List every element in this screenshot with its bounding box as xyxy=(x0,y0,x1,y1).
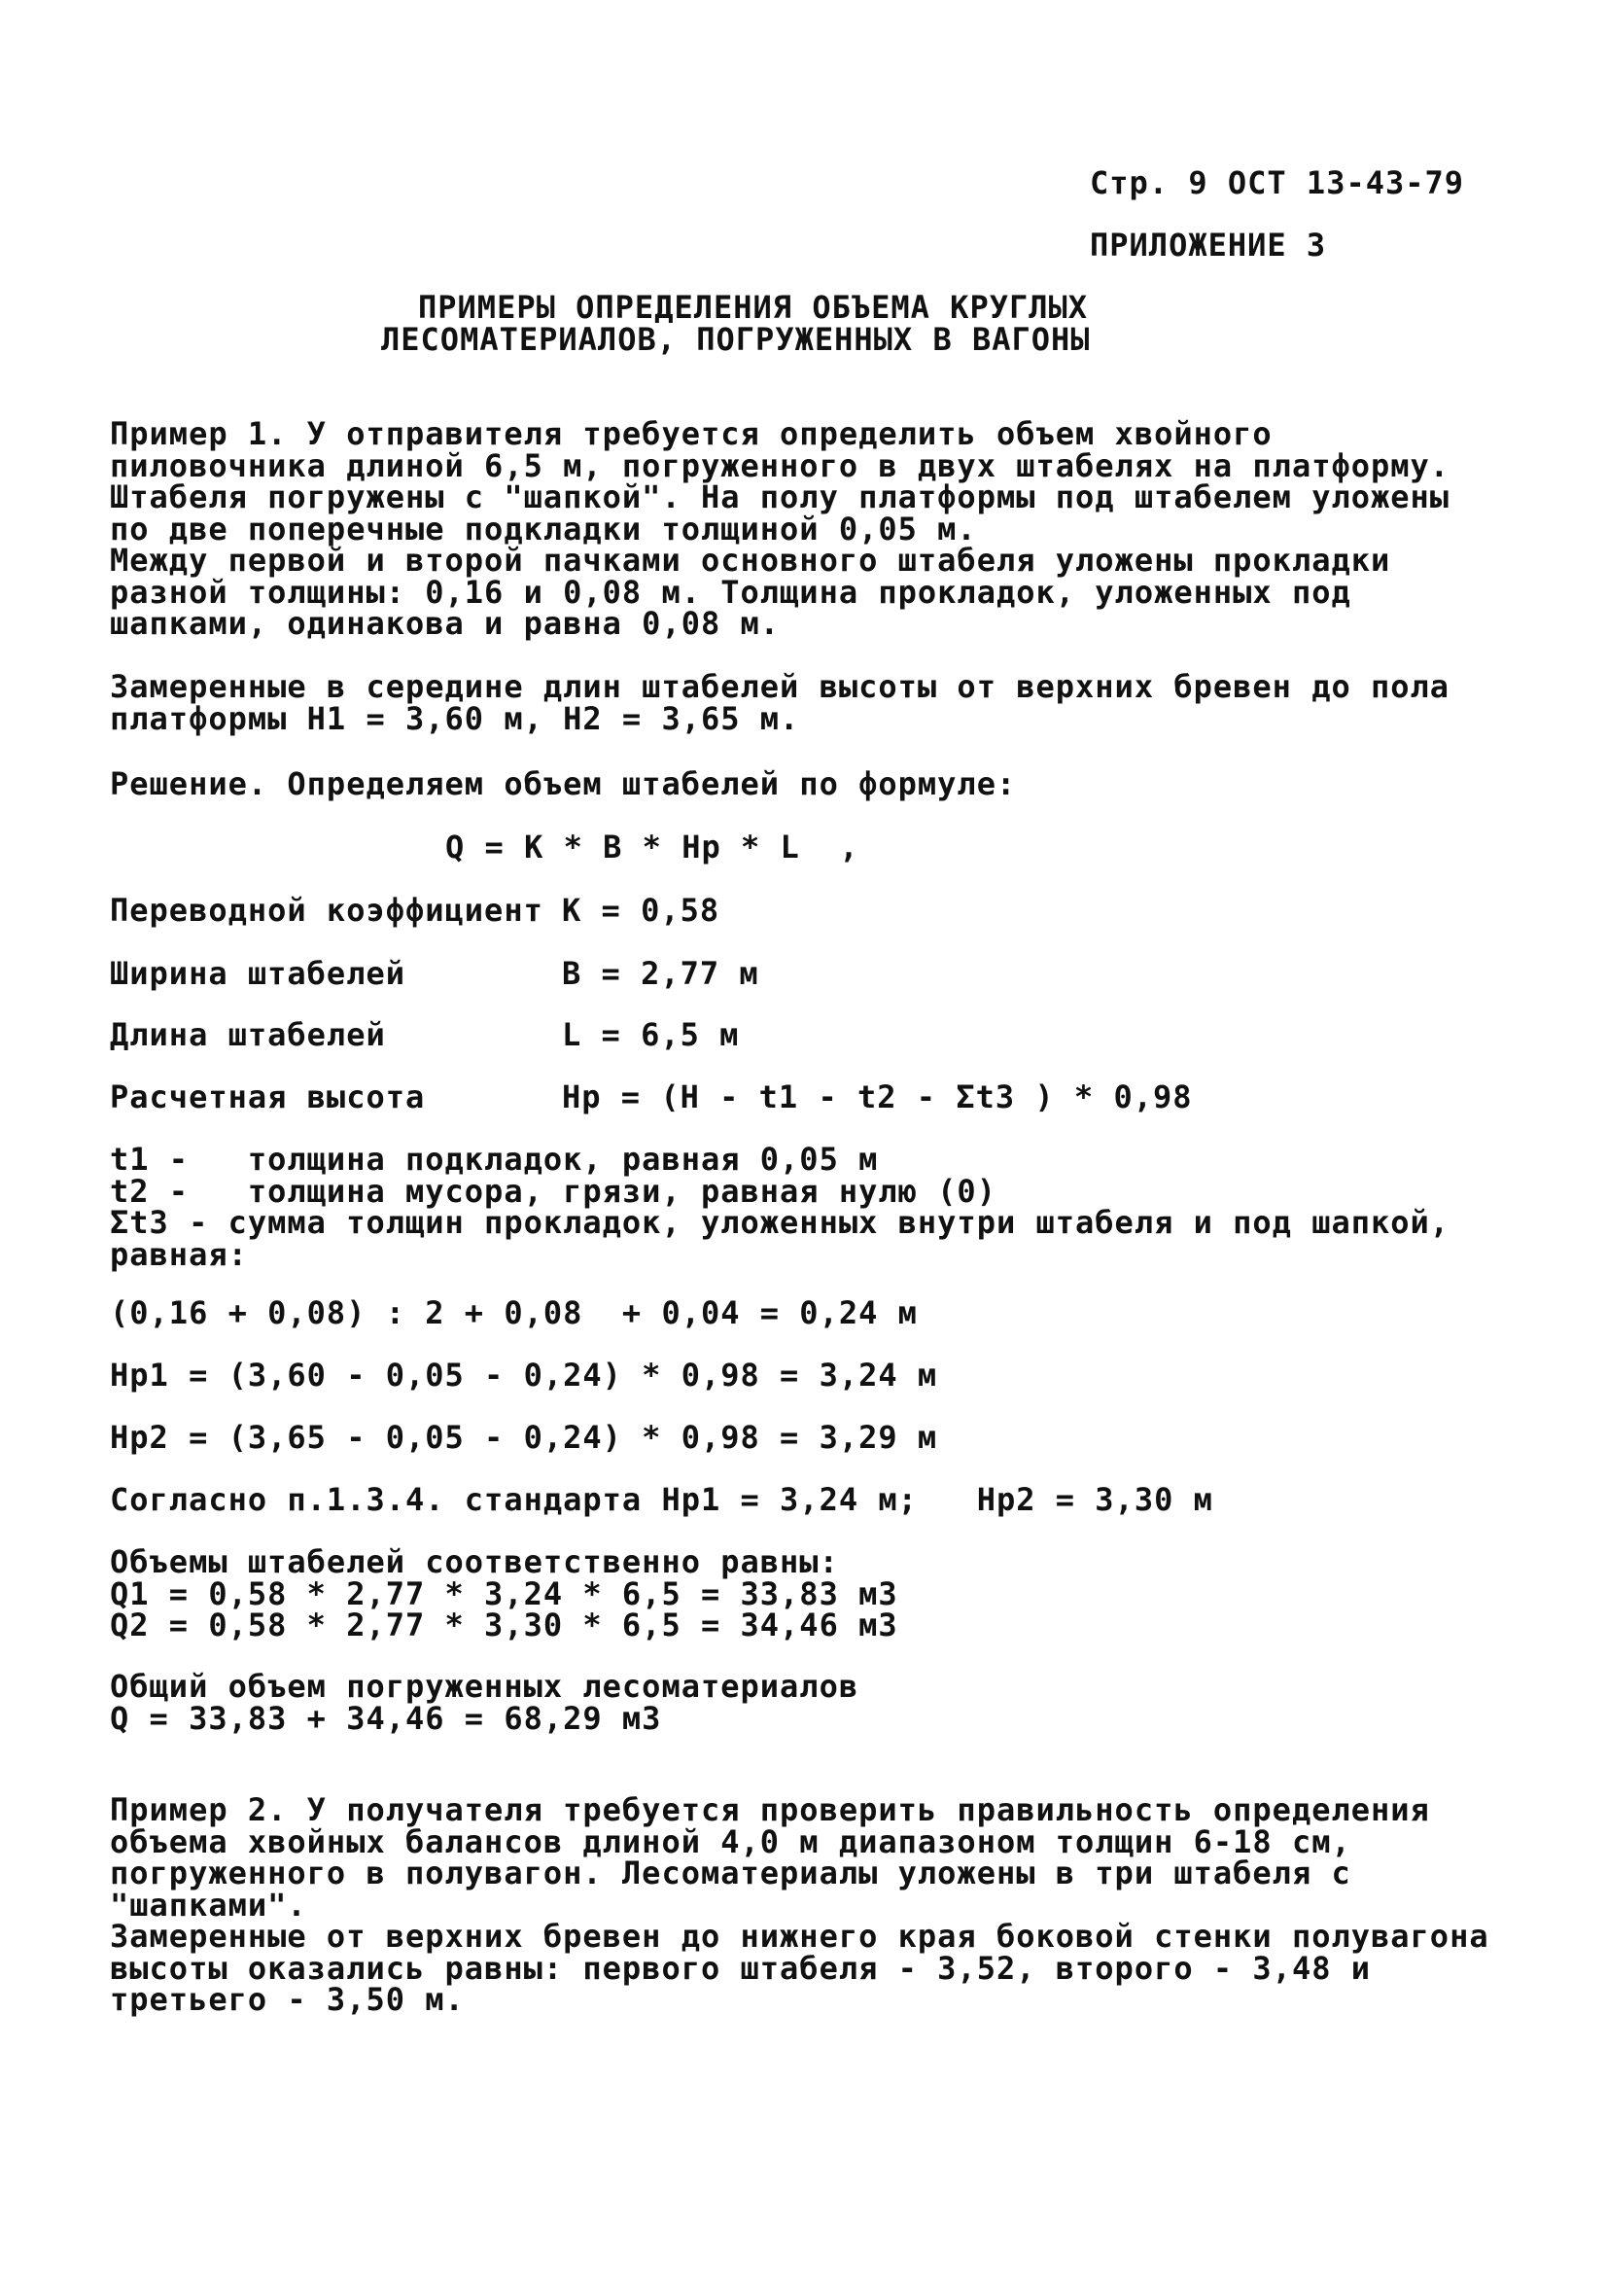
example1-intro xyxy=(110,415,1450,642)
param-value-l: L = 6,5 м xyxy=(562,1016,740,1053)
text-line: Σt3 - сумма толщин прокладок, уложенных внутри штабеля и под шапкой, xyxy=(110,1204,1450,1241)
example1-measured xyxy=(110,668,1450,737)
text-line: шапками, одинакова и равна 0,08 м. xyxy=(110,605,781,642)
text-line: Штабеля погружены с "шапкой". На полу платформы под штабелем уложены xyxy=(110,478,1450,515)
example2-intro xyxy=(110,1791,1489,2018)
text-line: равная: xyxy=(110,1235,248,1273)
text-line: Объемы штабелей соответственно равны: xyxy=(110,1543,839,1580)
param-label-k: Переводной коэффициент xyxy=(110,892,543,929)
text-line: третьего - 3,50 м. xyxy=(110,1981,465,2018)
param-label-hp: Расчетная высота xyxy=(110,1078,426,1115)
param-value-k: К = 0,58 xyxy=(562,892,720,929)
solution-line: Решение. Определяем объем штабелей по формуле: xyxy=(110,765,1017,802)
appendix-label: ПРИЛОЖЕНИЕ 3 xyxy=(1090,227,1327,264)
page-reference: Стр. 9 ОСТ 13-43-79 xyxy=(1090,164,1465,201)
calc-t3: (0,16 + 0,08) : 2 + 0,08 + 0,04 = 0,24 м xyxy=(110,1294,918,1331)
text-line: Q2 = 0,58 * 2,77 * 3,30 * 6,5 = 34,46 м3 xyxy=(110,1607,898,1643)
calc-hp2: Нр2 = (3,65 - 0,05 - 0,24) * 0,98 = 3,29 м xyxy=(110,1419,938,1456)
text-line: Q = 33,83 + 34,46 = 68,29 м3 xyxy=(110,1699,662,1737)
text-line: Замеренные от верхних бревен до нижнего края боковой стенки полувагона xyxy=(110,1918,1489,1955)
text-line: Общий объем погруженных лесоматериалов xyxy=(110,1668,859,1705)
text-line: Q1 = 0,58 * 2,77 * 3,24 * 6,5 = 33,83 м3 xyxy=(110,1574,898,1612)
section-title-line-2: ЛЕСОМАТЕРИАЛОВ, ПОГРУЖЕННЫХ В ВАГОНЫ xyxy=(381,321,1091,358)
text-line: t2 - толщина мусора, грязи, равная нулю (0) xyxy=(110,1172,996,1210)
text-line: платформы Н1 = 3,60 м, Н2 = 3,65 м. xyxy=(110,699,800,737)
text-line: погруженного в полувагон. Лесоматериалы уложены в три штабеля с xyxy=(110,1854,1351,1891)
text-line: "шапками". xyxy=(110,1886,307,1924)
text-line: высоты оказались равны: первого штабеля - 3,52, второго - 3,48 и xyxy=(110,1949,1371,1987)
param-value-b: В = 2,77 м xyxy=(562,955,759,992)
main-formula: Q = К * В * Нр * L , xyxy=(445,829,859,865)
text-line: t1 - толщина подкладок, равная 0,05 м xyxy=(110,1141,879,1178)
text-line: по две поперечные подкладки толщиной 0,05 м. xyxy=(110,510,977,548)
text-line: Пример 2. У получателя требуется проверить правильность определения xyxy=(110,1791,1430,1828)
total-volume xyxy=(110,1668,859,1737)
text-line: Замеренные в середине длин штабелей высоты от верхних бревен до пола xyxy=(110,668,1450,705)
text-line: Между первой и второй пачками основного штабеля уложены прокладки xyxy=(110,542,1391,579)
symbol-definitions xyxy=(110,1141,1450,1273)
section-title-line-1: ПРИМЕРЫ ОПРЕДЕЛЕНИЯ ОБЪЕМА КРУГЛЫХ xyxy=(418,289,1089,326)
text-line: объема хвойных балансов длиной 4,0 м диапазоном толщин 6-18 см, xyxy=(110,1822,1351,1860)
param-label-b: Ширина штабелей xyxy=(110,955,405,992)
stack-volumes xyxy=(110,1543,898,1643)
text-line: пиловочника длиной 6,5 м, погруженного в двух штабелях на платформу. xyxy=(110,446,1450,484)
param-value-hp: Нр = (Н - t1 - t2 - Σt3 ) * 0,98 xyxy=(562,1078,1193,1115)
text-line: разной толщины: 0,16 и 0,08 м. Толщина прокладок, уложенных под xyxy=(110,573,1351,611)
text-line: Пример 1. У отправителя требуется определить объем хвойного xyxy=(110,415,1273,452)
param-label-l: Длина штабелей xyxy=(110,1016,386,1053)
standard-values: Согласно п.1.3.4. стандарта Нр1 = 3,24 м; Нр2 = 3,30 м xyxy=(110,1481,1213,1518)
calc-hp1: Нр1 = (3,60 - 0,05 - 0,24) * 0,98 = 3,24 м xyxy=(110,1357,938,1394)
